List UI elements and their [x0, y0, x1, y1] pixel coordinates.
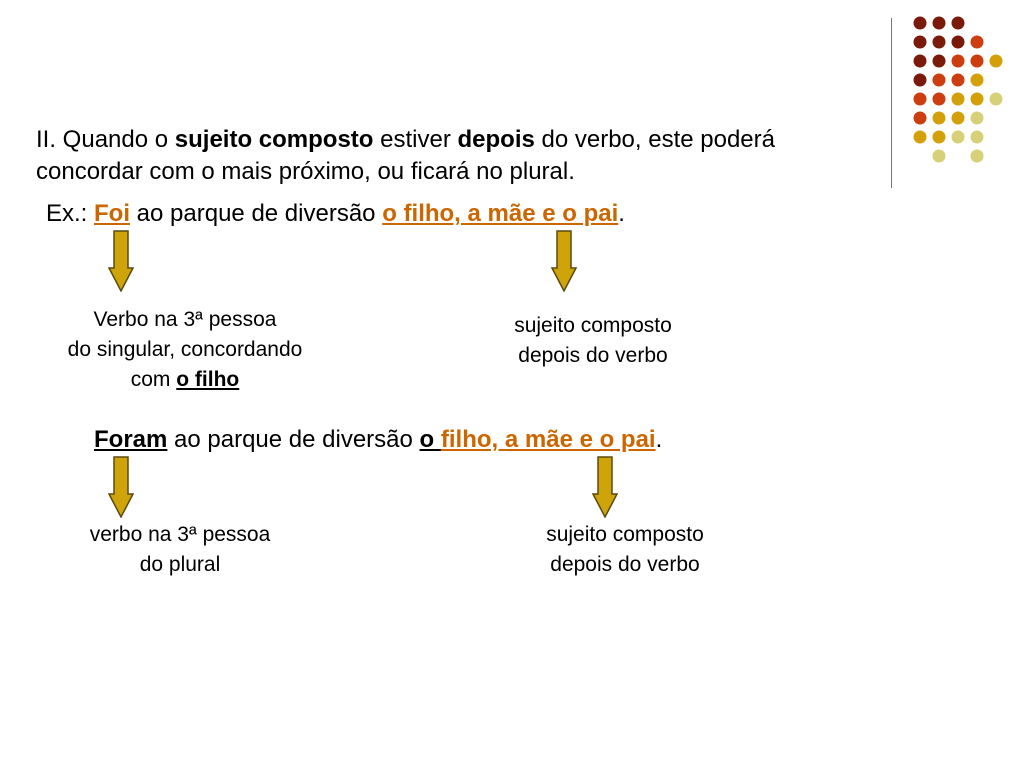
example-2 — [94, 424, 662, 456]
caption-line: depois do verbo — [518, 344, 668, 367]
rule-bold-depois: depois — [457, 126, 535, 153]
example-1 — [46, 198, 625, 230]
example-1-prefix: Ex.: — [46, 200, 95, 227]
decorative-dot — [952, 36, 965, 49]
example-2-end: . — [655, 426, 663, 453]
decorative-dot — [933, 55, 946, 68]
decorative-dot — [952, 112, 965, 125]
caption-bold-o-filho: o filho — [176, 368, 240, 391]
decorative-dot — [933, 112, 946, 125]
decorative-dot — [914, 74, 927, 87]
decorative-dot — [971, 74, 984, 87]
decorative-dot — [952, 17, 965, 30]
decorative-dot — [952, 74, 965, 87]
caption-line — [30, 365, 340, 395]
decorative-dot — [933, 150, 946, 163]
caption-line: verbo na 3ª pessoa — [89, 523, 271, 546]
caption-line: depois do verbo — [550, 553, 700, 576]
decorative-dot — [952, 131, 965, 144]
rule-text-line-2: concordar com o mais próximo, ou ficará no plural. — [36, 158, 575, 185]
decorative-dot — [933, 36, 946, 49]
decorative-dot — [933, 93, 946, 106]
decorative-dot — [933, 131, 946, 144]
decorative-dot — [933, 17, 946, 30]
example-1-verb: Foi — [94, 200, 131, 227]
example-1-end: . — [618, 200, 625, 227]
decorative-dot — [990, 55, 1003, 68]
rule-bold-sujeito-composto: sujeito composto — [174, 126, 374, 153]
caption-verb-plural — [50, 520, 310, 580]
decorative-dot — [971, 55, 984, 68]
example-2-subject: filho, a mãe e o pai — [440, 426, 656, 453]
decorative-dot — [971, 36, 984, 49]
example-1-subject: o filho, a mãe e o pai — [382, 200, 619, 227]
example-1-middle: ao parque de diversão — [130, 200, 383, 227]
decorative-dot — [914, 131, 927, 144]
decorative-dot — [933, 74, 946, 87]
down-arrow-icon — [551, 230, 577, 292]
decorative-dot — [914, 17, 927, 30]
caption-line: do plural — [139, 553, 221, 576]
rule-text-part: II. Quando o — [36, 126, 175, 153]
decorative-dot — [914, 112, 927, 125]
down-arrow-icon — [592, 456, 618, 518]
decorative-dot — [971, 131, 984, 144]
decorative-dot — [971, 112, 984, 125]
caption-line: Verbo na 3ª pessoa — [93, 308, 277, 331]
example-2-verb: Foram — [94, 426, 168, 453]
caption-text: com — [130, 368, 177, 391]
rule-text-part: do verbo, este poderá — [534, 126, 775, 153]
example-2-subject-article: o — [419, 426, 441, 453]
example-2-middle: ao parque de diversão — [167, 426, 420, 453]
caption-verb-singular — [30, 305, 340, 395]
decorative-dot — [952, 93, 965, 106]
rule-text-part: estiver — [373, 126, 458, 153]
caption-subject-1 — [468, 311, 718, 371]
decorative-dot — [914, 36, 927, 49]
rule-text — [36, 124, 775, 188]
decorative-dot — [971, 150, 984, 163]
decorative-dot — [971, 93, 984, 106]
down-arrow-icon — [108, 230, 134, 292]
down-arrow-icon — [108, 456, 134, 518]
caption-subject-2 — [500, 520, 750, 580]
caption-line: sujeito composto — [514, 314, 672, 337]
decorative-dot — [914, 93, 927, 106]
rule-text-line-1 — [36, 124, 775, 156]
decorative-dot — [914, 55, 927, 68]
caption-line: do singular, concordando — [67, 338, 303, 361]
decorative-dot — [990, 93, 1003, 106]
caption-line: sujeito composto — [546, 523, 704, 546]
decorative-dot — [952, 55, 965, 68]
decorative-vertical-line — [891, 18, 892, 188]
